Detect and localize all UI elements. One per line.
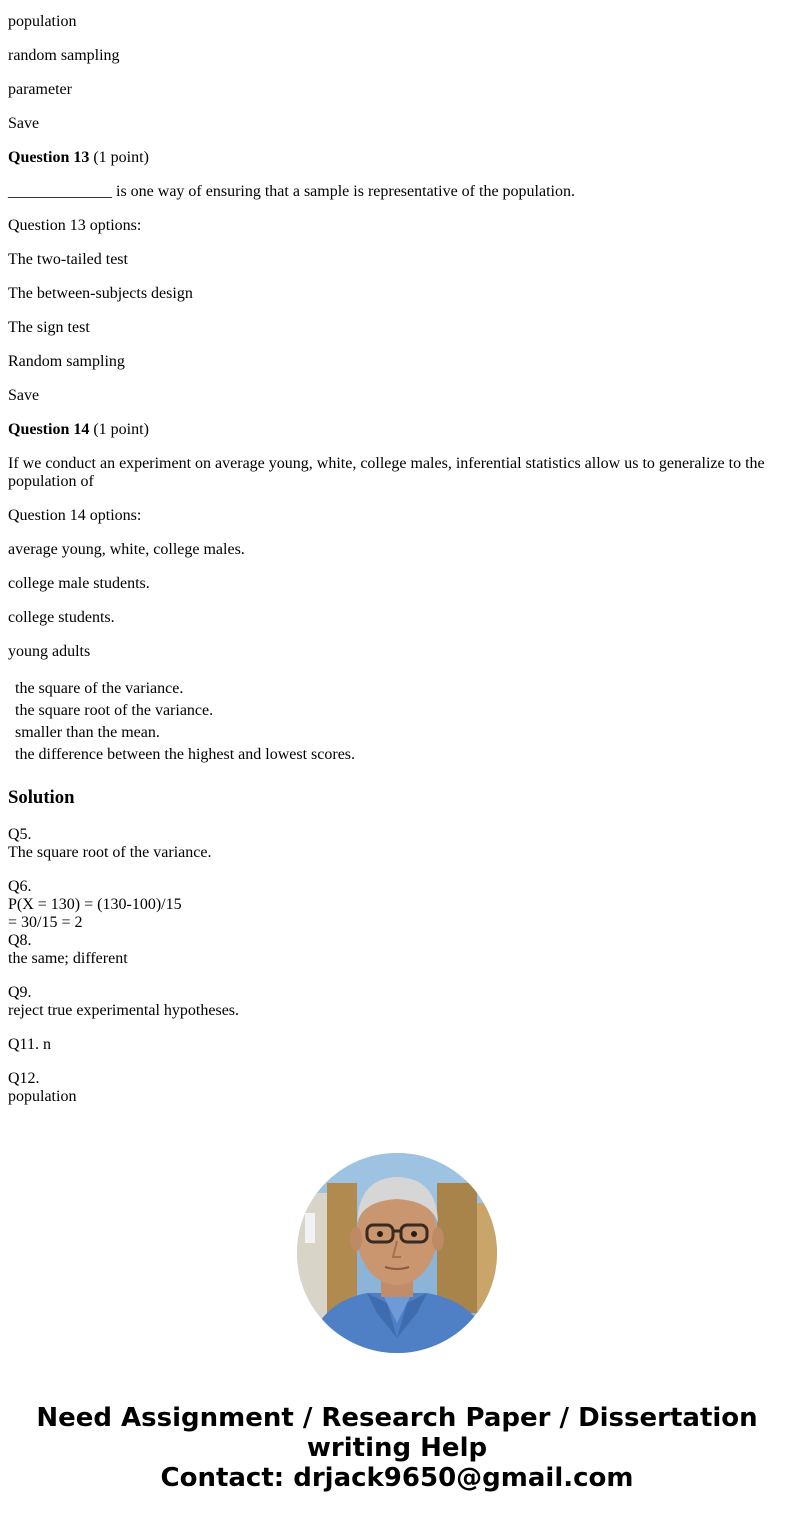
option-text: college students. bbox=[8, 609, 115, 626]
option-text: the square root of the variance. bbox=[15, 702, 214, 719]
option-text: young adults bbox=[8, 643, 91, 660]
question-13-header bbox=[8, 149, 149, 167]
question-14-options-label: Question 14 options: bbox=[8, 507, 142, 524]
contact-email: Contact: drjack9650@gmail.com bbox=[160, 1463, 634, 1493]
question-14-prompt: If we conduct an experiment on average young, white, college males, inferential statistics allow us to generalize to the population of bbox=[8, 455, 765, 490]
answer-label: Q12. bbox=[8, 1070, 40, 1087]
option-text: the difference between the highest and lowest scores. bbox=[15, 746, 356, 763]
question-title: Question 13 bbox=[8, 149, 90, 166]
option-text: The between-subjects design bbox=[8, 285, 193, 302]
option-text: The sign test bbox=[8, 319, 90, 336]
answer-text: P(X = 130) = (130-100)/15 bbox=[8, 896, 182, 913]
question-13-options-label: Question 13 options: bbox=[8, 217, 142, 234]
answer-text: = 30/15 = 2 bbox=[8, 914, 83, 931]
promo-banner bbox=[0, 1403, 794, 1493]
option-text: college male students. bbox=[8, 575, 150, 592]
answer-label: Q8. bbox=[8, 932, 32, 949]
save-text: Save bbox=[8, 115, 40, 132]
promo-line: Need Assignment / Research Paper / Dissertation bbox=[36, 1403, 758, 1433]
option-text: smaller than the mean. bbox=[15, 724, 160, 741]
answer-label: Q5. bbox=[8, 826, 32, 843]
avatar bbox=[297, 1153, 497, 1353]
answer-label: Q6. bbox=[8, 878, 32, 895]
answer-text: The square root of the variance. bbox=[8, 844, 212, 861]
option-text: the square of the variance. bbox=[15, 680, 184, 697]
answer-text: the same; different bbox=[8, 950, 128, 967]
option-text: average young, white, college males. bbox=[8, 541, 245, 558]
option-text: random sampling bbox=[8, 47, 120, 64]
option-text: parameter bbox=[8, 81, 72, 98]
promo-line: writing Help bbox=[306, 1433, 488, 1463]
answer-text: population bbox=[8, 1088, 77, 1105]
option-text: The two-tailed test bbox=[8, 251, 128, 268]
answer-label: Q9. bbox=[8, 984, 32, 1001]
answer-text: reject true experimental hypotheses. bbox=[8, 1002, 240, 1019]
solution-heading: Solution bbox=[8, 787, 75, 808]
option-text: Random sampling bbox=[8, 353, 125, 370]
question-title: Question 14 bbox=[8, 421, 90, 438]
option-text: population bbox=[8, 13, 77, 30]
question-points: (1 point) bbox=[89, 421, 149, 438]
avatar-illustration bbox=[297, 1153, 497, 1353]
question-14-header bbox=[8, 421, 149, 439]
save-text: Save bbox=[8, 387, 40, 404]
question-points: (1 point) bbox=[89, 149, 149, 166]
answer-text: Q11. n bbox=[8, 1036, 51, 1053]
question-13-prompt: _____________ is one way of ensuring that a sample is representative of the population. bbox=[8, 183, 575, 200]
